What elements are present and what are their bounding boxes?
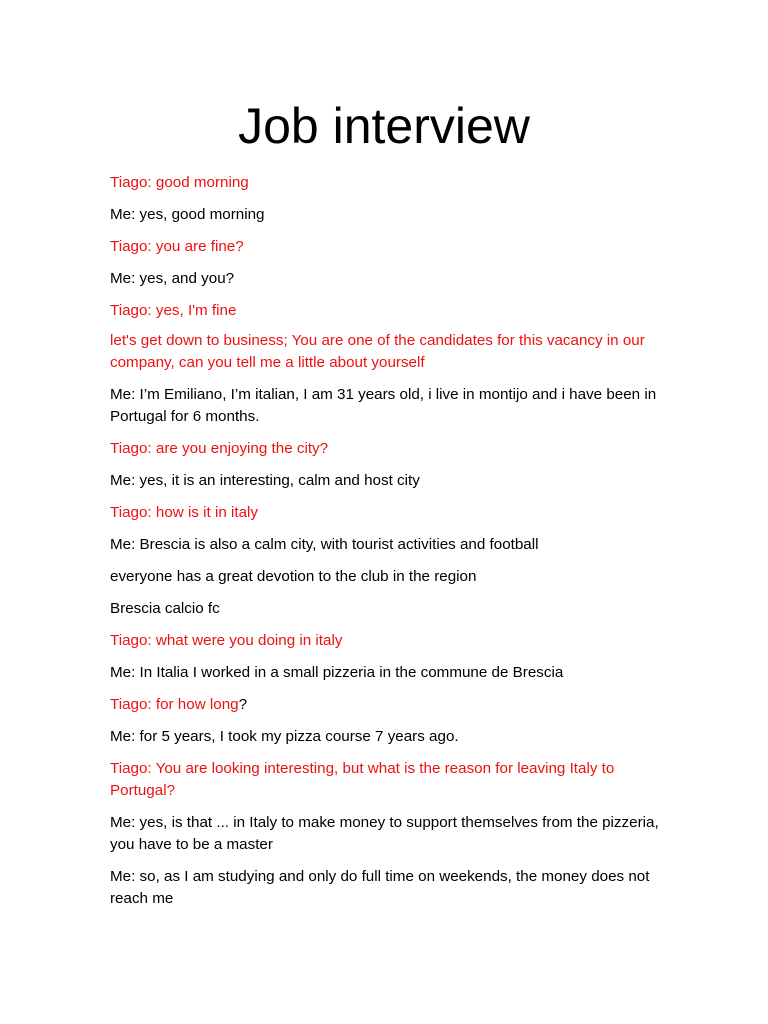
line-text: Tiago: you are fine? [110, 238, 244, 255]
line-text: Me: I’m Emiliano, I’m italian, I am 31 years old, i live in montijo and i have been in Portugal for 6 months. [110, 386, 661, 425]
line-text: Me: yes, and you? [110, 270, 235, 287]
dialogue-line [110, 758, 670, 802]
dialogue-line [110, 630, 670, 652]
dialogue [110, 172, 670, 920]
line-text: Me: yes, it is an interesting, calm and host city [110, 472, 420, 489]
line-text: Tiago: yes, I'm fine [110, 302, 237, 319]
line-text: Tiago: You are looking interesting, but what is the reason for leaving Italy to Portugal? [110, 760, 619, 799]
line-text: Me: In Italia I worked in a small pizzeria in the commune de Brescia [110, 664, 564, 681]
dialogue-line [110, 694, 670, 716]
line-text: Me: Brescia is also a calm city, with tourist activities and football [110, 536, 539, 553]
line-text: Brescia calcio fc [110, 600, 220, 617]
line-text: Tiago: what were you doing in italy [110, 632, 343, 649]
line-text: Me: yes, good morning [110, 206, 265, 223]
document-title: Job interview [238, 98, 530, 154]
line-text: Me: for 5 years, I took my pizza course 7 years ago. [110, 728, 459, 745]
line-text: Me: so, as I am studying and only do full time on weekends, the money does not reach me [110, 868, 654, 907]
dialogue-line [110, 566, 670, 588]
line-text: Tiago: good morning [110, 174, 249, 191]
dialogue-line [110, 726, 670, 748]
dialogue-line [110, 300, 670, 322]
dialogue-line [110, 384, 670, 428]
dialogue-line [110, 438, 670, 460]
line-text: Tiago: how is it in italy [110, 504, 258, 521]
dialogue-line [110, 172, 670, 194]
dialogue-line [110, 866, 670, 910]
line-text: everyone has a great devotion to the club in the region [110, 568, 477, 585]
dialogue-line [110, 470, 670, 492]
line-text: Me: yes, is that ... in Italy to make money to support themselves from the pizzeria, you have to be a master [110, 814, 663, 853]
line-text: Tiago: for how long [110, 696, 239, 713]
dialogue-line [110, 502, 670, 524]
line-suffix: ? [238, 696, 248, 713]
dialogue-line [110, 236, 670, 258]
dialogue-line [110, 330, 670, 374]
dialogue-line [110, 204, 670, 226]
dialogue-line [110, 598, 670, 620]
dialogue-line [110, 812, 670, 856]
dialogue-line [110, 268, 670, 290]
dialogue-line [110, 534, 670, 556]
line-text: Tiago: are you enjoying the city? [110, 440, 329, 457]
line-text: let's get down to business; You are one of the candidates for this vacancy in our company, can you tell me a little about yourself [110, 332, 650, 371]
dialogue-line [110, 662, 670, 684]
